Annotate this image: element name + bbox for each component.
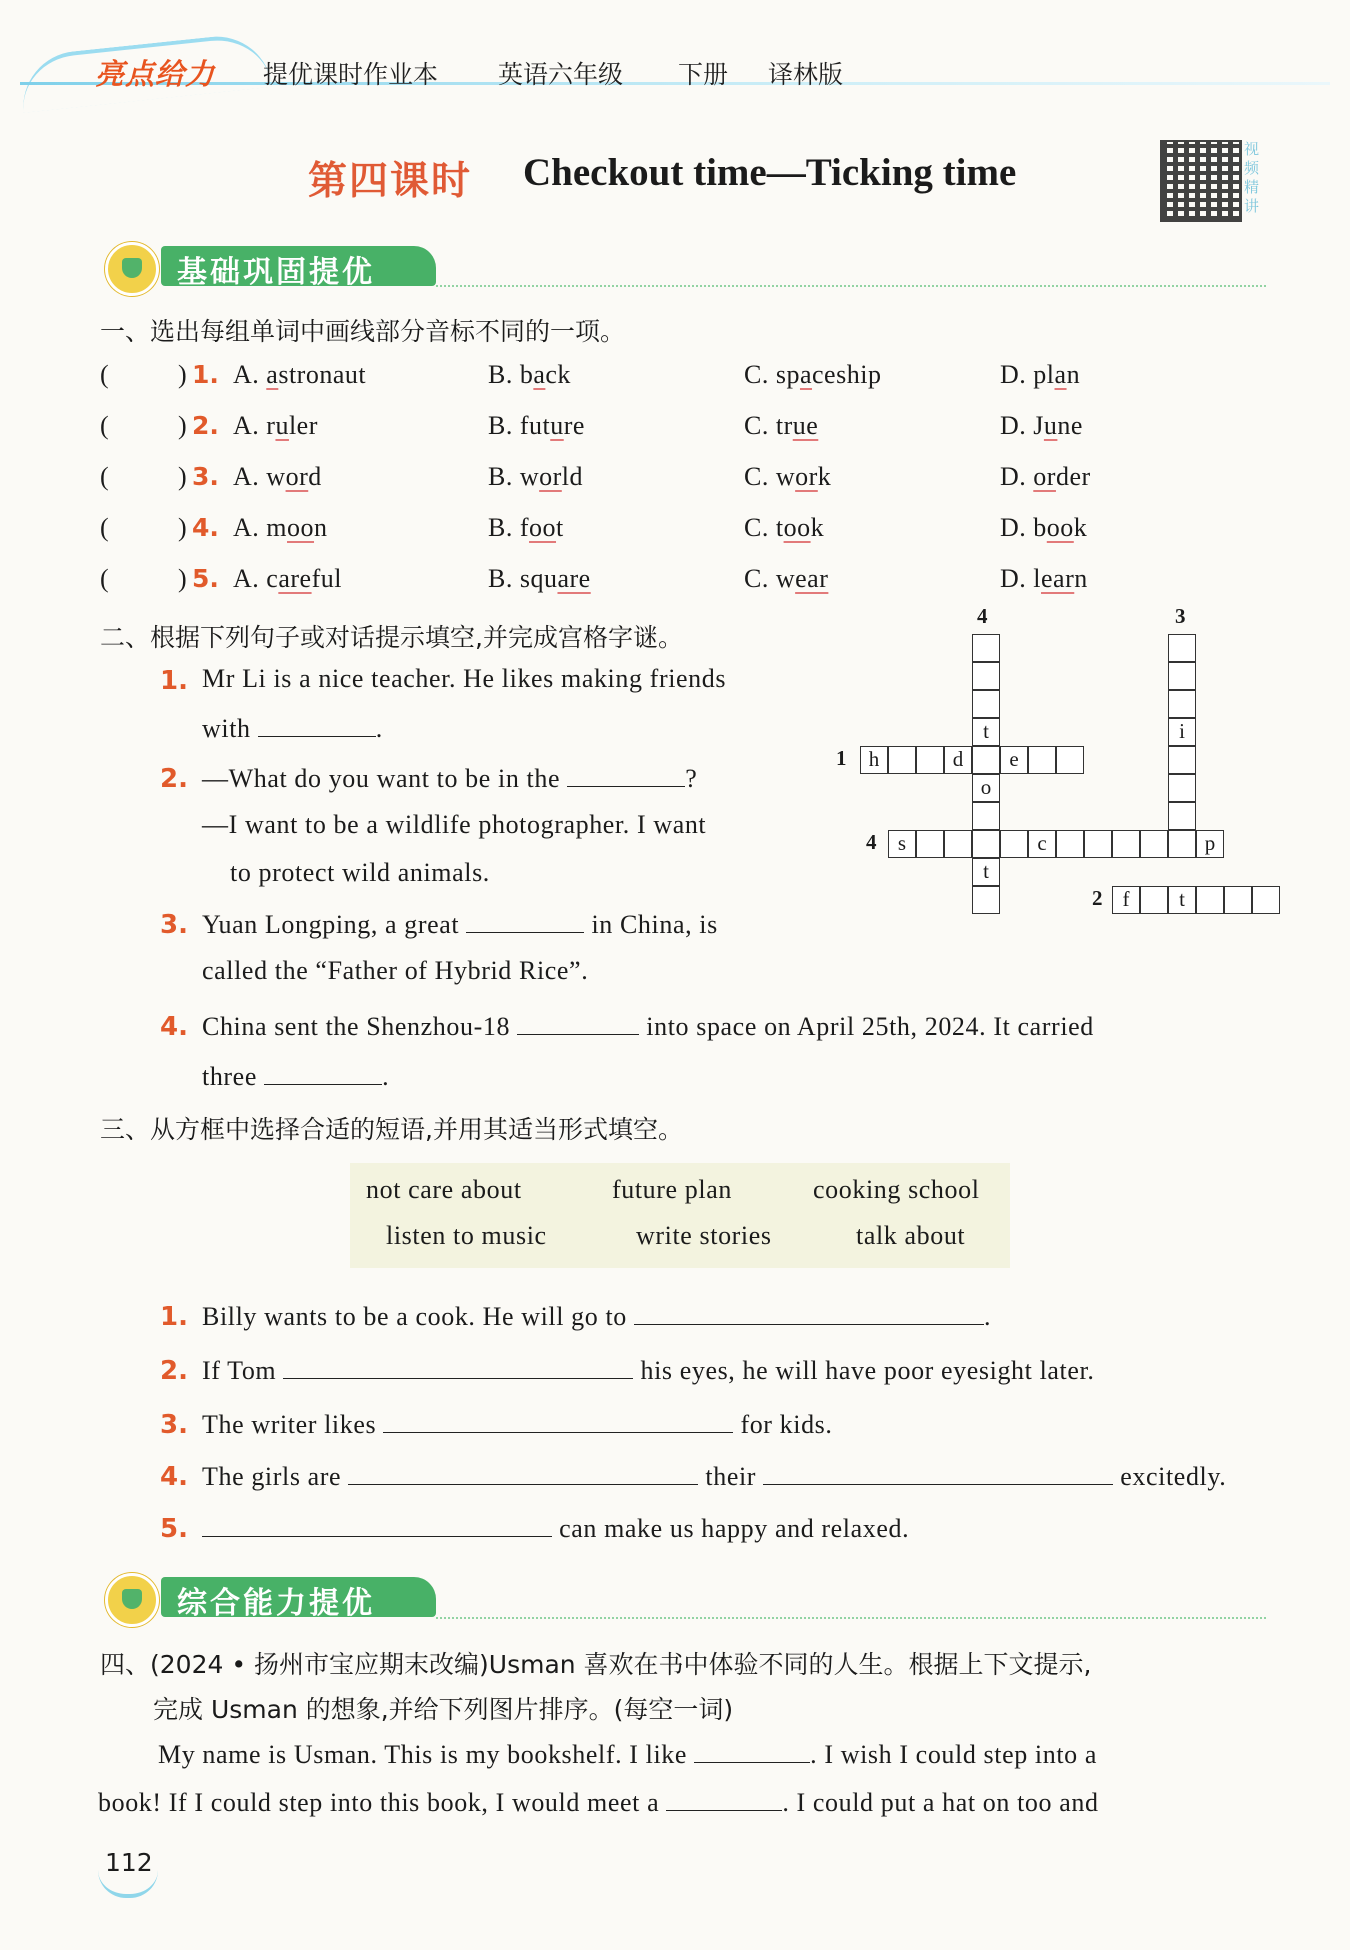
word-option: cooking school bbox=[813, 1175, 980, 1204]
crossword-cell[interactable] bbox=[944, 830, 972, 858]
word-option: write stories bbox=[636, 1221, 772, 1250]
crossword-cell[interactable] bbox=[1168, 634, 1196, 662]
answer-paren[interactable]: ) bbox=[178, 360, 187, 389]
crossword-cell[interactable]: i bbox=[1168, 718, 1196, 746]
option-a[interactable]: A. astronaut bbox=[233, 360, 367, 389]
crossword-cell[interactable] bbox=[916, 746, 944, 774]
crossword-cell[interactable] bbox=[972, 746, 1000, 774]
crossword-cell[interactable] bbox=[1168, 690, 1196, 718]
option-b[interactable]: B. square bbox=[488, 564, 591, 593]
crossword-clue-number: 1 bbox=[836, 746, 847, 770]
option-c[interactable]: C. spaceship bbox=[744, 360, 882, 389]
question-number: 4. bbox=[160, 1012, 188, 1042]
question-text: The girls are their excitedly. bbox=[202, 1462, 1227, 1491]
question-text: can make us happy and relaxed. bbox=[202, 1512, 909, 1544]
crossword-clue-number: 2 bbox=[1092, 886, 1103, 910]
answer-blank[interactable] bbox=[258, 712, 376, 737]
question-text: If Tom his eyes, he will have poor eyesight later. bbox=[202, 1356, 1095, 1385]
answer-paren[interactable]: ) bbox=[178, 513, 187, 542]
header-edition: 译林版 bbox=[768, 60, 844, 89]
passage-text: My name is Usman. This is my bookshelf. I like . I wish I could step into a bbox=[158, 1740, 1098, 1769]
crossword-cell[interactable] bbox=[1140, 886, 1168, 914]
crossword-cell[interactable] bbox=[888, 746, 916, 774]
option-c[interactable]: C. took bbox=[744, 513, 825, 542]
question-text: three . bbox=[202, 1062, 390, 1091]
crossword-cell[interactable] bbox=[916, 830, 944, 858]
answer-paren[interactable]: ( bbox=[100, 513, 109, 542]
option-a[interactable]: A. ruler bbox=[233, 411, 318, 440]
question-text: The writer likes for kids. bbox=[202, 1410, 833, 1439]
question-number: 4. bbox=[160, 1462, 188, 1492]
question-text: Mr Li is a nice teacher. He likes making friends bbox=[202, 664, 727, 693]
qr-code-icon[interactable] bbox=[1160, 140, 1242, 222]
question-text: Billy wants to be a cook. He will go to . bbox=[202, 1302, 992, 1331]
question-number: 2. bbox=[192, 411, 219, 440]
answer-blank[interactable] bbox=[694, 1738, 810, 1763]
option-a[interactable]: A. word bbox=[233, 462, 322, 491]
crossword-cell[interactable] bbox=[1084, 830, 1112, 858]
section-banner-advanced bbox=[105, 1573, 435, 1621]
choice-row bbox=[100, 564, 1280, 600]
lesson-title: Checkout time—Ticking time bbox=[523, 151, 1017, 194]
page-number-decor bbox=[98, 1870, 158, 1898]
choice-row bbox=[100, 462, 1280, 498]
question-text: Yuan Longping, a great in China, is bbox=[202, 910, 718, 939]
crossword-cell[interactable] bbox=[972, 830, 1000, 858]
question-number: 3. bbox=[160, 1410, 188, 1440]
crossword-cell[interactable] bbox=[1028, 746, 1056, 774]
answer-blank[interactable] bbox=[283, 1354, 633, 1379]
word-option: future plan bbox=[612, 1175, 732, 1204]
crossword-cell[interactable] bbox=[1056, 830, 1084, 858]
answer-blank[interactable] bbox=[202, 1512, 552, 1537]
header-volume: 下册 bbox=[678, 60, 729, 89]
answer-blank[interactable] bbox=[383, 1408, 733, 1433]
brand-logo: 亮点给力 bbox=[95, 57, 216, 91]
answer-blank[interactable] bbox=[348, 1460, 698, 1485]
question-number: 5. bbox=[160, 1514, 188, 1544]
option-d[interactable]: D. book bbox=[1000, 513, 1088, 542]
answer-paren[interactable]: ( bbox=[100, 564, 109, 593]
crossword-cell[interactable]: p bbox=[1196, 830, 1224, 858]
answer-paren[interactable]: ( bbox=[100, 462, 109, 491]
question-text: called the “Father of Hybrid Rice”. bbox=[202, 956, 589, 985]
answer-blank[interactable] bbox=[567, 762, 685, 787]
crossword-cell[interactable]: e bbox=[1000, 746, 1028, 774]
crossword-cell[interactable]: s bbox=[888, 830, 916, 858]
crossword-cell[interactable]: f bbox=[1112, 886, 1140, 914]
part4-heading: 四、(2024 • 扬州市宝应期末改编)Usman 喜欢在书中体验不同的人生。根据上下文提示, bbox=[100, 1650, 1092, 1679]
question-number: 5. bbox=[192, 564, 219, 593]
question-number: 1. bbox=[192, 360, 219, 389]
option-d[interactable]: D. order bbox=[1000, 462, 1091, 491]
answer-blank[interactable] bbox=[634, 1300, 984, 1325]
question-text: with . bbox=[202, 714, 383, 743]
question-text: —What do you want to be in the ? bbox=[202, 764, 698, 793]
crossword-cell[interactable] bbox=[972, 886, 1000, 914]
crossword-cell[interactable]: c bbox=[1028, 830, 1056, 858]
crossword-cell[interactable] bbox=[1000, 830, 1028, 858]
crossword-cell[interactable] bbox=[1168, 746, 1196, 774]
choice-row bbox=[100, 411, 1280, 447]
choice-row bbox=[100, 513, 1280, 549]
crossword-cell[interactable] bbox=[1140, 830, 1168, 858]
header-series: 提优课时作业本 bbox=[263, 60, 439, 89]
book-sprout-icon bbox=[105, 242, 159, 296]
answer-paren[interactable]: ( bbox=[100, 360, 109, 389]
option-a[interactable]: A. careful bbox=[233, 564, 342, 593]
section-divider bbox=[436, 285, 1266, 287]
part2-heading: 二、根据下列句子或对话提示填空,并完成宫格字谜。 bbox=[100, 623, 683, 652]
crossword-cell[interactable] bbox=[1168, 830, 1196, 858]
crossword-cell[interactable] bbox=[1168, 774, 1196, 802]
question-number: 2. bbox=[160, 764, 188, 794]
part3-heading: 三、从方框中选择合适的短语,并用其适当形式填空。 bbox=[100, 1115, 683, 1144]
option-c[interactable]: C. true bbox=[744, 411, 819, 440]
crossword-cell[interactable]: d bbox=[944, 746, 972, 774]
crossword-cell[interactable]: t bbox=[972, 718, 1000, 746]
lesson-number: 第四课时 bbox=[308, 158, 473, 204]
answer-blank[interactable] bbox=[517, 1010, 639, 1035]
question-number: 1. bbox=[160, 666, 188, 696]
answer-paren[interactable]: ( bbox=[100, 411, 109, 440]
question-text: —I want to be a wildlife photographer. I want bbox=[202, 810, 707, 839]
option-d[interactable]: D. learn bbox=[1000, 564, 1088, 593]
crossword-cell[interactable] bbox=[1168, 802, 1196, 830]
answer-paren[interactable]: ) bbox=[178, 411, 187, 440]
word-option: talk about bbox=[856, 1221, 966, 1250]
crossword-clue-number: 4 bbox=[977, 604, 988, 628]
crossword-cell[interactable] bbox=[1224, 886, 1252, 914]
crossword-cell[interactable]: t bbox=[1168, 886, 1196, 914]
crossword-cell[interactable]: h bbox=[860, 746, 888, 774]
crossword-cell[interactable] bbox=[1168, 662, 1196, 690]
answer-blank[interactable] bbox=[666, 1786, 782, 1811]
answer-blank[interactable] bbox=[763, 1460, 1113, 1485]
question-number: 3. bbox=[192, 462, 219, 491]
question-number: 2. bbox=[160, 1356, 188, 1386]
question-text: China sent the Shenzhou-18 into space on April 25th, 2024. It carried bbox=[202, 1012, 1094, 1041]
crossword-cell[interactable] bbox=[972, 690, 1000, 718]
passage-text: book! If I could step into this book, I would meet a . I could put a hat on too and bbox=[98, 1788, 1099, 1817]
trophy-icon bbox=[105, 1573, 159, 1627]
word-option: listen to music bbox=[386, 1221, 547, 1250]
answer-paren[interactable]: ) bbox=[178, 564, 187, 593]
choice-row bbox=[100, 360, 1280, 396]
crossword-cell[interactable] bbox=[972, 634, 1000, 662]
qr-caption: 视频精讲 bbox=[1244, 140, 1260, 215]
option-d[interactable]: D. plan bbox=[1000, 360, 1081, 389]
section-title: 基础巩固提优 bbox=[177, 255, 375, 290]
section-title: 综合能力提优 bbox=[177, 1586, 375, 1621]
crossword-cell[interactable] bbox=[972, 802, 1000, 830]
part4-heading: 完成 Usman 的想象,并给下列图片排序。(每空一词) bbox=[153, 1695, 734, 1724]
answer-paren[interactable]: ) bbox=[178, 462, 187, 491]
option-d[interactable]: D. June bbox=[1000, 411, 1083, 440]
word-option: not care about bbox=[366, 1175, 522, 1204]
header-subject: 英语六年级 bbox=[498, 60, 624, 89]
section-divider bbox=[436, 1617, 1266, 1619]
word-box bbox=[350, 1163, 1010, 1268]
crossword-cell[interactable]: o bbox=[972, 774, 1000, 802]
option-a[interactable]: A. moon bbox=[233, 513, 328, 542]
answer-blank[interactable] bbox=[466, 908, 584, 933]
crossword-cell[interactable]: t bbox=[972, 858, 1000, 886]
crossword-clue-number: 3 bbox=[1175, 604, 1186, 628]
question-number: 4. bbox=[192, 513, 219, 542]
crossword-cell[interactable] bbox=[1056, 746, 1084, 774]
question-number: 3. bbox=[160, 910, 188, 940]
option-c[interactable]: C. work bbox=[744, 462, 832, 491]
crossword-clue-number: 4 bbox=[866, 830, 877, 854]
option-b[interactable]: B. world bbox=[488, 462, 584, 491]
part1-heading: 一、选出每组单词中画线部分音标不同的一项。 bbox=[100, 317, 626, 346]
answer-blank[interactable] bbox=[264, 1060, 382, 1085]
crossword-cell[interactable] bbox=[1112, 830, 1140, 858]
option-b[interactable]: B. foot bbox=[488, 513, 564, 542]
option-c[interactable]: C. wear bbox=[744, 564, 829, 593]
page-number: 112 bbox=[105, 1848, 153, 1877]
question-number: 1. bbox=[160, 1302, 188, 1332]
section-banner-basic bbox=[105, 242, 435, 290]
option-b[interactable]: B. back bbox=[488, 360, 571, 389]
option-b[interactable]: B. future bbox=[488, 411, 585, 440]
question-text: to protect wild animals. bbox=[230, 858, 490, 887]
crossword-cell[interactable] bbox=[1196, 886, 1224, 914]
header-rule bbox=[20, 82, 1330, 85]
crossword-cell[interactable] bbox=[972, 662, 1000, 690]
crossword-cell[interactable] bbox=[1252, 886, 1280, 914]
